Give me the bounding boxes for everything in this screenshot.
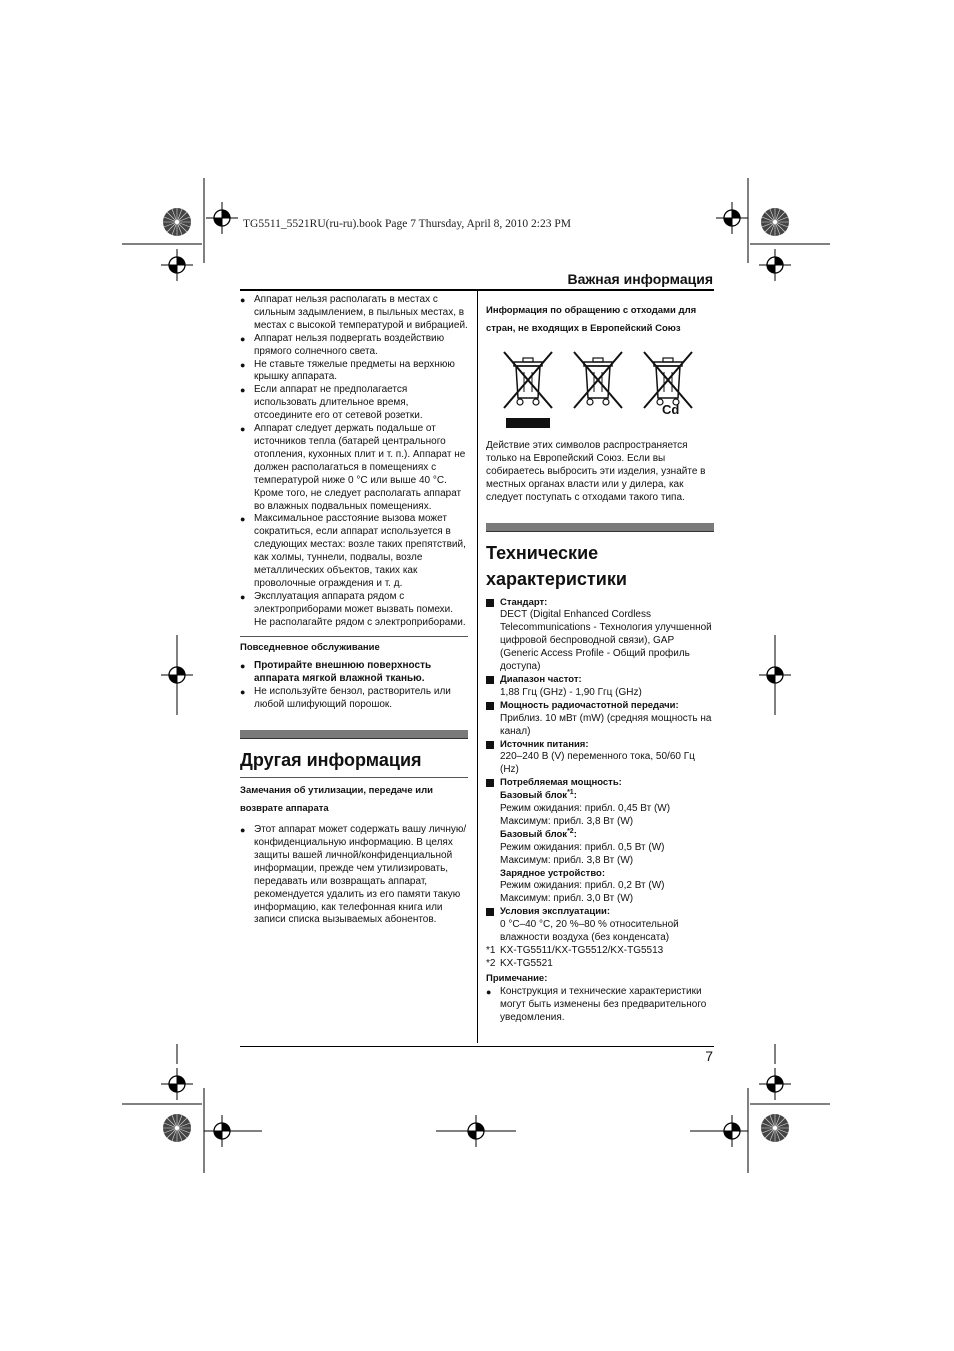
list-item: ● Конструкция и технические характеристики могут быть изменены без предварительного уведомления. — [486, 986, 714, 1025]
list-item: ● Максимальное расстояние вызова может сократиться, если аппарат используется в следующих местах: возле таких препятствий, как холмы, туннели, подвалы, возле металлических объектов, таких как проволочные ограждения и т. д. — [240, 513, 468, 590]
footer-rule — [240, 1046, 714, 1047]
weee-symbols — [486, 346, 714, 436]
disposal-list — [240, 824, 468, 927]
disposal-subheading: Замечания об утилизации, передаче или возврате аппарата — [240, 785, 433, 815]
page-header-title: Важная информация — [567, 271, 713, 287]
safety-bullet-list — [240, 294, 468, 630]
daily-care-heading: Повседневное обслуживание — [240, 641, 380, 653]
other-info-heading: Другая информация — [240, 750, 422, 771]
list-item: ● Протирайте внешнюю поверхность аппарата мягкой влажной тканью. — [240, 660, 468, 686]
footnote-2: *2 KX-TG5521 — [486, 957, 553, 969]
note-label: Примечание: — [486, 972, 548, 984]
list-item: ● Этот аппарат может содержать вашу личную/конфиденциальную информацию. В целях защиты вашей личной/конфиденциальной информации, прежде чем утилизировать, передавать или возвращать аппарат, рекомендуется удалить из его памяти такую информацию, как телефонная книга или записи списка вызываемых абонентов. — [240, 824, 468, 927]
daily-care-section — [240, 636, 468, 713]
list-item: ● Аппарат нельзя располагать в местах с сильным задымлением, в пыльных местах, в местах с высокой температурой и вибрацией. — [240, 294, 468, 333]
list-item: ● Эксплуатация аппарата рядом с электроприборами может вызвать помехи. Не располагайте рядом с электроприборами. — [240, 591, 468, 630]
waste-heading: Информация по обращению с отходами для стран, не входящих в Европейский Союз — [486, 305, 697, 334]
crossed-bin-icons — [486, 346, 714, 436]
list-item: ● Не ставьте тяжелые предметы на верхнюю крышку аппарата. — [240, 359, 468, 385]
waste-text: Действие этих символов распространяется только на Европейский Союз. Если вы собираетесь выбросить эти изделия, узнайте в местных органах власти или у дилера, как следует поступать с отходами такого типа. — [486, 440, 706, 503]
spec-frequency: Диапазон частот: 1,88 Ггц (GHz) - 1,90 Ггц (GHz) — [486, 674, 714, 700]
left-column — [240, 294, 468, 927]
section-bar — [240, 730, 468, 739]
cadmium-label: Cd — [662, 402, 680, 417]
list-item: ● Не используйте бензол, растворитель или любой шлифующий порошок. — [240, 686, 468, 712]
spec-standard: Стандарт: DECT (Digital Enhanced Cordless Telecommunications - Технология улучшенной цифровой беспроводной связи), GAP (Generic Access Profile - Общий профиль доступа) — [486, 597, 714, 674]
daily-care-list — [240, 660, 468, 712]
right-column — [486, 302, 714, 1024]
page-number: 7 — [705, 1048, 713, 1064]
footnote-1: *1 KX-TG5511/KX-TG5512/KX-TG5513 — [486, 945, 664, 956]
list-item: ● Аппарат следует держать подальше от источников тепла (батарей центрального отопления, кухонных плит и т. п.). Аппарат не должен располагаться в помещениях с температурой ниже 0 °C или выше 40 °C. Кроме того, не следует располагать аппарат во влажных подвальных помещениях. — [240, 423, 468, 513]
note-list — [486, 986, 714, 1025]
spec-power-consumption: Потребляемая мощность: Базовый блок$^{*1}$: Режим ожидания: прибл. 0,45 Вт (W) Максимум: прибл. 3,8 Вт (W) Базовый блок$^{*2}$: Режим ожидания: прибл. 0,5 Вт (W) Максимум: прибл. 3,8 Вт (W) Зарядное устройство: Режим ожидания: прибл. 0,2 Вт (W) Максимум: прибл. 3,0 Вт (W) — [486, 777, 714, 906]
column-divider — [477, 291, 478, 1043]
print-info-line: TG5511_5521RU(ru-ru).book Page 7 Thursday, April 8, 2010 2:23 PM — [243, 218, 571, 230]
list-item: ● Если аппарат не предполагается использовать длительное время, отсоедините его от сетевой розетки. — [240, 384, 468, 423]
specs-list — [486, 597, 714, 1025]
disposal-section — [240, 777, 468, 927]
section-bar — [486, 523, 714, 532]
spec-power-source: Источник питания: 220–240 В (V) переменного тока, 50/60 Гц (Hz) — [486, 739, 714, 778]
spec-operating-conditions: Условия эксплуатации: 0 °C–40 °C, 20 %–80 % относительной влажности воздуха (без конденсата) — [486, 906, 714, 945]
list-item: ● Аппарат нельзя подвергать воздействию прямого солнечного света. — [240, 333, 468, 359]
spec-rf-power: Мощность радиочастотной передачи: Приблиз. 10 мВт (mW) (средняя мощность на канал) — [486, 700, 714, 739]
specs-heading: Технические характеристики — [486, 542, 627, 589]
